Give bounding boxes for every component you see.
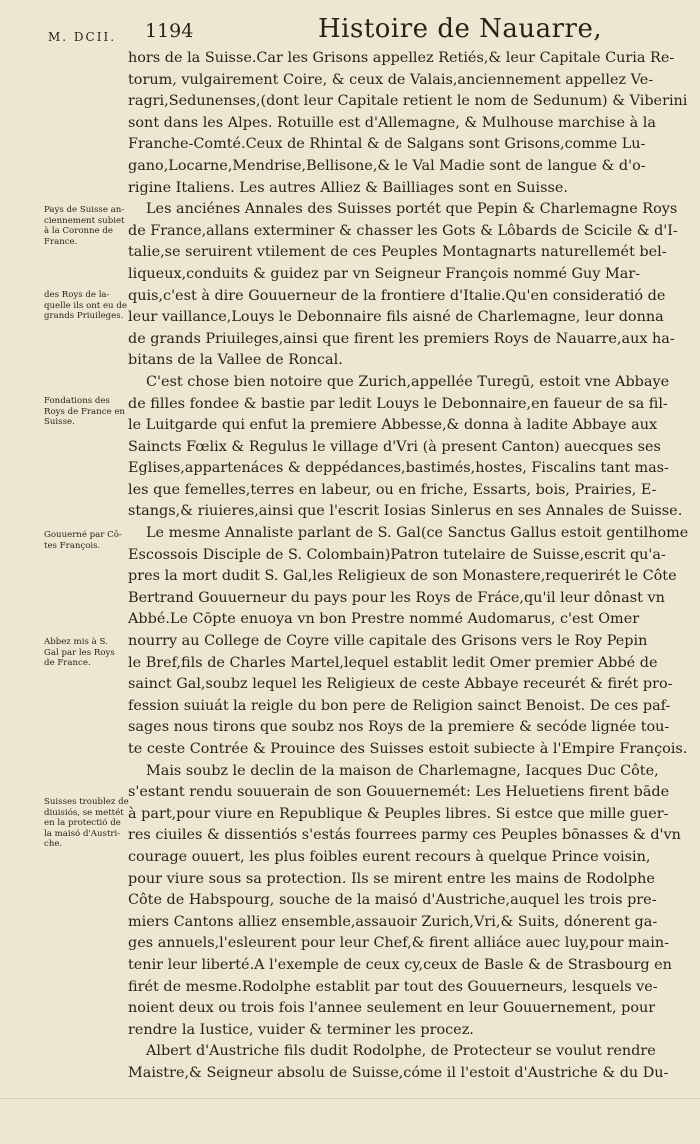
text-line: sages nous tirons que soubz nos Roys de la premiere & secóde lignée tou- <box>128 719 670 736</box>
text-line: s'estant rendu souuerain de son Gouuernemét: Les Heluetiens firent bāde <box>128 784 670 801</box>
text-line: Les anciénes Annales des Suisses portét que Pepin & Charlemagne Roys <box>146 201 678 218</box>
text-line: talie,se seruirent vtilement de ces Peuples Montagnarts naturellemét bel- <box>128 244 667 261</box>
page-number: 1194 <box>145 20 194 42</box>
text-line: à part,pour viure en Republique & Peuples libres. Si estce que mille guer- <box>128 805 669 822</box>
margin-note: Gouuerné par Cō- tes François. <box>44 530 122 551</box>
text-line: rendre la Iustice, vuider & terminer les procez. <box>128 1021 474 1038</box>
text-line: torum, vulgairement Coire, & ceux de Valais,anciennement appellez Ve- <box>128 71 654 88</box>
text-line: gano,Locarne,Mendrise,Bellisone,& le Val Madie sont de langue & d'o- <box>128 157 646 174</box>
text-line: Escossois Disciple de S. Colombain)Patron tutelaire de Suisse,escrit qu'a- <box>128 546 666 563</box>
text-line: Saincts Fœlix & Regulus le village d'Vri (à present Canton) auecques ses <box>128 438 661 455</box>
text-line: Abbé.Le Cōpte enuoya vn bon Prestre nommé Audomarus, c'est Omer <box>128 611 640 628</box>
text-line: Bertrand Gouuerneur du pays pour les Roys de Fráce,qu'il leur dônast vn <box>128 589 665 606</box>
text-line: de grands Priuileges,ainsi que firent les premiers Roys de Nauarre,aux ha- <box>128 330 675 347</box>
margin-note: Abbez mis à S. Gal par les Roys de France. <box>44 637 115 668</box>
text-line: ragri,Sedunenses,(dont leur Capitale retient le nom de Sedunum) & Viberini <box>128 93 688 110</box>
margin-note: Suisses troublez de diuisiós, se mettét en la protectió de la maisó d'Austri- che. <box>44 797 129 849</box>
text-line: courage ouuert, les plus foibles eurent recours à quelque Prince voisin, <box>128 848 651 865</box>
header-year: M. DCII. <box>48 30 117 44</box>
text-line: de France,allans exterminer & chasser les Gots & Lôbards de Scicile & d'I- <box>128 222 678 239</box>
page-edge <box>0 1098 700 1099</box>
text-line: sont dans les Alpes. Rotuille est d'Allemagne, & Mulhouse marchise à la <box>128 114 656 131</box>
text-line: te ceste Contrée & Prouince des Suisses estoit subiecte à l'Empire François. <box>128 741 688 757</box>
text-line: Maistre,& Seigneur absolu de Suisse,cóme il l'estoit d'Austriche & du Du- <box>128 1064 669 1081</box>
text-line: Le mesme Annaliste parlant de S. Gal(ce Sanctus Gallus estoit gentilhome <box>146 525 688 542</box>
text-line: Franche-Comté.Ceux de Rhintal & de Salgans sont Grisons,comme Lu- <box>128 136 646 153</box>
text-line: firét de mesme.Rodolphe establit par tout des Gouuerneurs, lesquels ve- <box>128 978 658 995</box>
text-line: liqueux,conduits & guidez par vn Seigneur François nommé Guy Mar- <box>128 265 641 282</box>
text-line: pour viure sous sa protection. Ils se mirent entre les mains de Rodolphe <box>128 870 655 887</box>
text-line: Côte de Habspourg, souche de la maisó d'Austriche,auquel les trois pre- <box>128 892 657 909</box>
text-line: le Bref,fils de Charles Martel,lequel establit ledit Omer premier Abbé de <box>128 654 658 671</box>
text-line: Eglises,appartenáces & deppédances,bastimés,hostes, Fiscalins tant mas- <box>128 460 669 477</box>
text-line: de filles fondee & bastie par ledit Louys le Debonnaire,en faueur de sa fil- <box>128 395 668 412</box>
text-line: sainct Gal,soubz lequel les Religieux de ceste Abbaye receurét & firét pro- <box>128 676 673 693</box>
margin-note: des Roys de la- quelle ils ont eu de grands Priuileges. <box>44 290 127 321</box>
text-line: pres la mort dudit S. Gal,les Religieux de son Monastere,requerirét le Côte <box>128 568 677 585</box>
margin-note: Fondations des Roys de France en Suisse. <box>44 396 125 427</box>
text-line: ges annuels,l'esleurent pour leur Chef,& firent alliáce auec luy,pour main- <box>128 935 669 952</box>
margin-note: Pays de Suisse an- ciennement subiet à la Coronne de France. <box>44 205 125 247</box>
text-line: Albert d'Austriche fils dudit Rodolphe, de Protecteur se voulut rendre <box>146 1043 656 1060</box>
text-line: les que femelles,terres en labeur, ou en friche, Essarts, bois, Prairies, E- <box>128 481 657 498</box>
body-text <box>128 48 688 1085</box>
text-line: rigine Italiens. Les autres Alliez & Bailliages sont en Suisse. <box>128 179 568 196</box>
text-line: tenir leur liberté.A l'exemple de ceux cy,ceux de Basle & de Strasbourg en <box>128 956 672 973</box>
text-line: miers Cantons alliez ensemble,assauoir Zurich,Vri,& Suits, dónerent ga- <box>128 913 658 930</box>
text-line: le Luitgarde qui enfut la premiere Abbesse,& donna à ladite Abbaye aux <box>128 417 658 434</box>
text-line: Mais soubz le declin de la maison de Charlemagne, Iacques Duc Côte, <box>146 762 659 779</box>
text-line: fession suiuát la reigle du bon pere de Religion sainct Benoist. De ces paf- <box>128 697 671 714</box>
text-line: stangs,& riuieres,ainsi que l'escrit Iosias Sinlerus en ses Annales de Suisse. <box>128 503 683 520</box>
text-line: leur vaillance,Louys le Debonnaire fils aisné de Charlemagne, leur donna <box>128 309 664 326</box>
running-title: Histoire de Nauarre, <box>318 14 603 44</box>
text-line: hors de la Suisse.Car les Grisons appellez Retiés,& leur Capitale Curia Re- <box>128 50 675 66</box>
text-line: noient deux ou trois fois l'annee seulement en leur Gouuernement, pour <box>128 1000 656 1017</box>
text-line: quis,c'est à dire Gouuerneur de la frontiere d'Italie.Qu'en consideratió de <box>128 287 666 304</box>
text-line: nourry au College de Coyre ville capitale des Grisons vers le Roy Pepin <box>128 633 648 650</box>
text-line: res ciuiles & dissentiós s'estás fourrees parmy ces Peuples bōnasses & d'vn <box>128 827 681 844</box>
text-line: bitans de la Vallee de Roncal. <box>128 352 343 369</box>
text-line: C'est chose bien notoire que Zurich,appellée Turegū, estoit vne Abbaye <box>146 373 670 390</box>
